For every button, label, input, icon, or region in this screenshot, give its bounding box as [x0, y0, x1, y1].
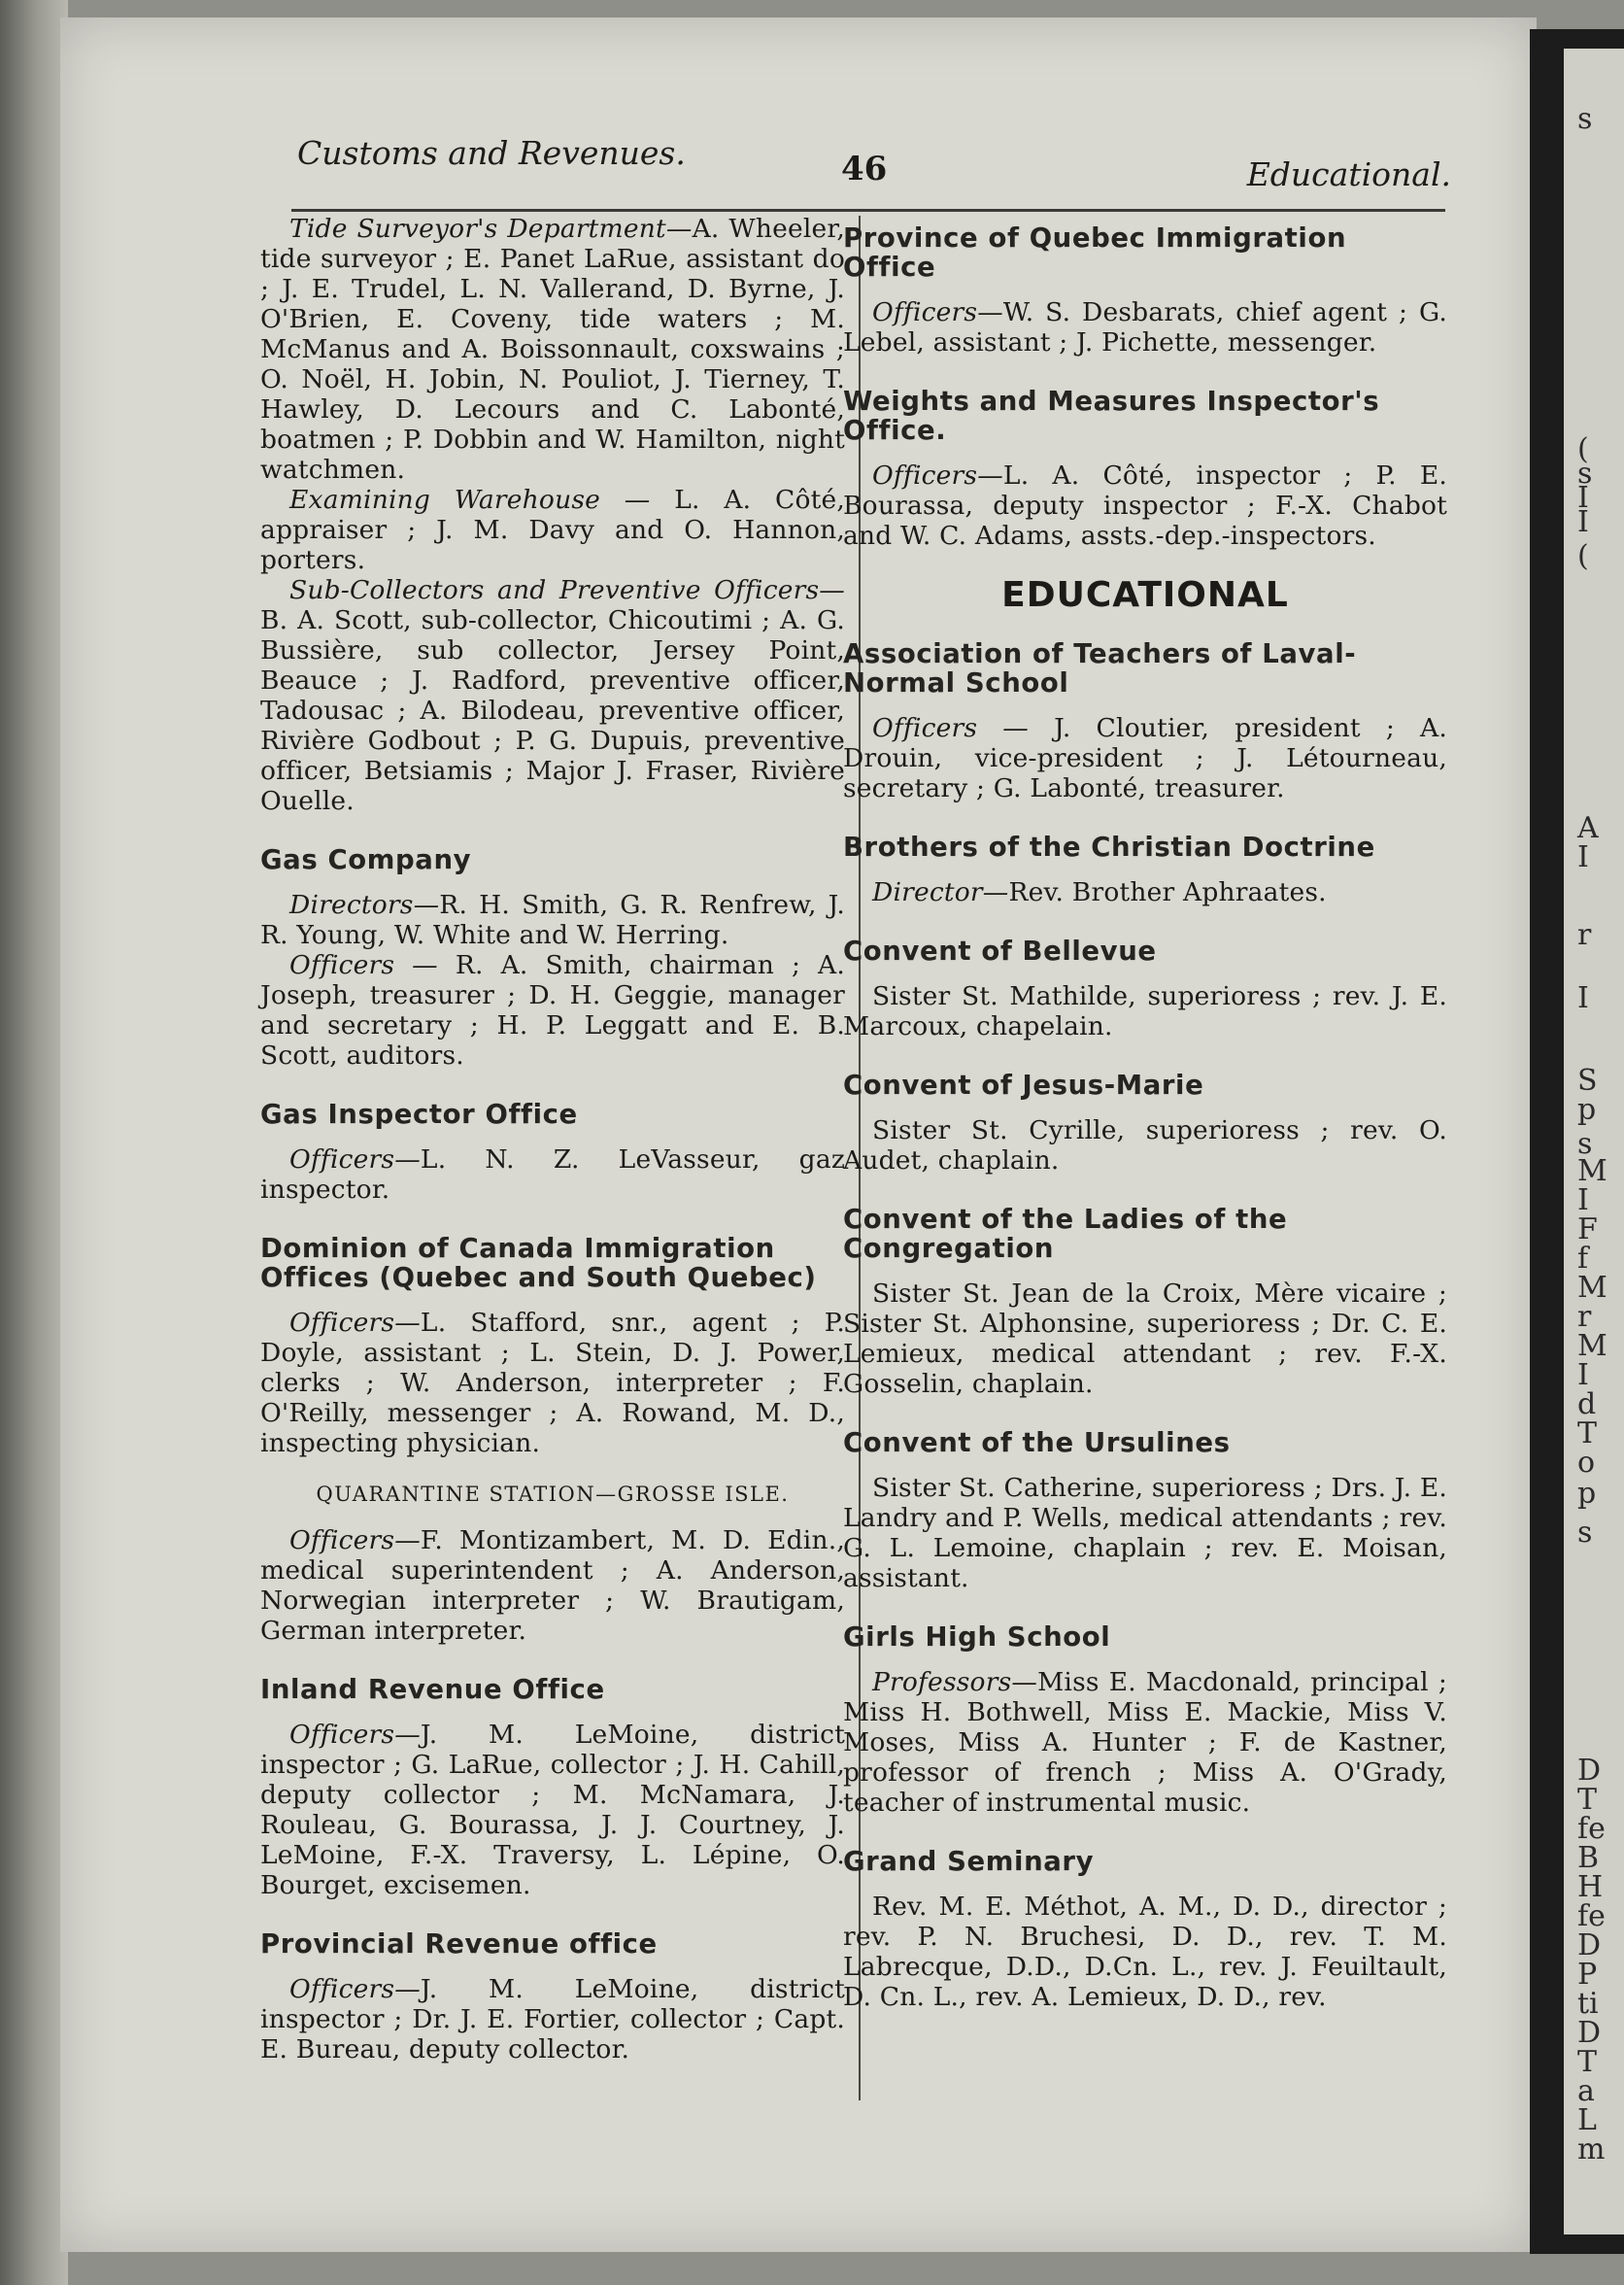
next-page-fragment: fe — [1577, 1812, 1606, 1846]
entry-paragraph — [843, 1115, 1447, 1176]
section-heading: Inland Revenue Office — [260, 1674, 605, 1705]
entry-text: Sister St. Cyrille, superioress ; rev. O. Audet, chaplain. — [843, 1115, 1447, 1176]
section-heading: Convent of the Ladies of the Congregation — [843, 1204, 1288, 1264]
next-page-fragment: I — [1577, 505, 1589, 539]
entry-paragraph — [260, 1525, 845, 1646]
section-heading: Association of Teachers of Laval-Normal School — [843, 638, 1357, 699]
entry-text: R. A. Smith, chairman ; A. Joseph, treasurer ; D. H. Geggie, manager and secretary ; H. P. Leggatt and E. B. Scott, auditors. — [260, 950, 845, 1071]
next-page-fragment: a — [1577, 2074, 1595, 2108]
next-page-fragment: I — [1577, 481, 1589, 515]
next-page-fragment: m — [1577, 2132, 1606, 2166]
next-page-edge — [1564, 49, 1624, 2234]
entry-paragraph — [260, 1144, 845, 1205]
section-heading: Weights and Measures Inspector's Office. — [843, 386, 1380, 446]
next-page-fragment: ( — [1577, 539, 1589, 573]
entry-text: L. N. Z. LeVasseur, gaz inspector. — [260, 1144, 845, 1205]
entry-text: R. H. Smith, G. R. Renfrew, J. R. Young, W. White and W. Herring. — [260, 890, 845, 950]
next-page-fragment: I — [1577, 840, 1589, 874]
next-page-fragment: T — [1577, 1416, 1598, 1450]
entry-text: Rev. Brother Aphraates. — [1008, 877, 1327, 907]
entry-paragraph — [843, 1279, 1447, 1399]
next-page-fragment: r — [1577, 918, 1592, 952]
entry-text: Miss E. Macdonald, principal ; Miss H. Bothwell, Miss E. Mackie, Miss V. Moses, Miss A. Hunter ; F. de Kastner, professor of french ; Miss A. O'Grady, teacher of instrumental music. — [843, 1667, 1447, 1818]
section-heading: Convent of Jesus-Marie — [843, 1070, 1204, 1101]
next-page-fragment: D — [1577, 2016, 1602, 2050]
next-page-fragment: ( — [1577, 432, 1589, 466]
entry-paragraph — [843, 297, 1447, 358]
next-page-fragment: s — [1577, 102, 1593, 136]
entry-text: J. M. LeMoine, district inspector ; G. LaRue, collector ; J. H. Cahill, deputy collector ; M. McNamara, J. Rouleau, G. Bourassa, J. J. Courtney, J. LeMoine, F.-X. Traversy, L. Lépine, O. Bourget, excisemen. — [260, 1720, 845, 1900]
entry-paragraph — [260, 575, 845, 816]
entry-lead: Officers— — [872, 297, 1003, 327]
entry-text: Sister St. Mathilde, superioress ; rev. J. E. Marcoux, chapelain. — [843, 981, 1447, 1041]
section-heading: Province of Quebec Immigration Office — [843, 222, 1347, 283]
section-heading: Grand Seminary — [843, 1846, 1095, 1877]
entry-lead: Officers— — [289, 1144, 421, 1175]
entry-paragraph — [260, 485, 845, 575]
entry-text: L. Stafford, snr., agent ; P. Doyle, assistant ; L. Stein, D. J. Power, clerks ; W. Anderson, interpreter ; F. O'Reilly, messenger ; A. Rowand, M. D., inspecting physician. — [260, 1308, 845, 1458]
entry-paragraph — [843, 981, 1447, 1041]
next-page-fragment: ti — [1577, 1987, 1599, 2021]
entry-lead: Officers— — [289, 1308, 421, 1338]
next-page-fragment: T — [1577, 2045, 1598, 2079]
section-heading: Provincial Revenue office — [260, 1928, 658, 1960]
subsection-heading: QUARANTINE STATION—GROSSE ISLE. — [316, 1483, 790, 1506]
entry-text: L. A. Côté, appraiser ; J. M. Davy and O. Hannon, porters. — [260, 485, 845, 575]
entry-text: F. Montizambert, M. D. Edin., medical superintendent ; A. Anderson, Norwegian interpreter ; W. Brautigam, German interpreter. — [260, 1525, 845, 1646]
entry-paragraph — [843, 1667, 1447, 1818]
next-page-fragment: p — [1577, 1093, 1597, 1127]
entry-paragraph — [260, 1308, 845, 1458]
entry-paragraph — [260, 214, 845, 485]
entry-text: J. M. LeMoine, district inspector ; Dr. J. E. Fortier, collector ; Capt. E. Bureau, deputy collector. — [260, 1974, 845, 2064]
section-heading: Gas Company — [260, 844, 472, 875]
entry-paragraph — [260, 950, 845, 1071]
entry-paragraph — [843, 460, 1447, 551]
section-heading: Girls High School — [843, 1621, 1111, 1653]
next-page-fragment: I — [1577, 1183, 1589, 1217]
header-left-title: Customs and Revenues. — [297, 134, 686, 172]
section-heading: Brothers of the Christian Doctrine — [843, 832, 1375, 863]
entry-lead: Officers— — [872, 460, 1003, 491]
entry-lead: Sub-Collectors and Preventive Officers— — [289, 575, 845, 605]
next-page-fragment: L — [1577, 2103, 1597, 2137]
entry-lead: Tide Surveyor's Department— — [289, 214, 693, 244]
header-rule — [291, 209, 1445, 212]
next-page-fragment: B — [1577, 1841, 1600, 1875]
entry-text: B. A. Scott, sub-collector, Chicoutimi ; A. G. Bussière, sub collector, Jersey Point, Beauce ; J. Radford, preventive officer, Tadousac ; A. Bilodeau, preventive officer, Rivière Godbout ; P. G. Dupuis, preventive officer, Betsiamis ; Major J. Fraser, Rivière Ouelle. — [260, 605, 845, 816]
section-heading: Gas Inspector Office — [260, 1099, 578, 1130]
next-page-fragment: F — [1577, 1212, 1598, 1246]
section-heading: Convent of Bellevue — [843, 936, 1157, 967]
next-page-fragment: S — [1577, 1064, 1598, 1098]
header-right-title: Educational. — [1246, 155, 1451, 193]
next-page-fragment: r — [1577, 1300, 1592, 1334]
next-page-fragment: H — [1577, 1870, 1604, 1904]
next-page-fragment: d — [1577, 1387, 1597, 1421]
entry-lead: Officers— — [289, 1720, 421, 1750]
entry-paragraph — [843, 1473, 1447, 1593]
entry-text: Sister St. Catherine, superioress ; Drs. J. E. Landry and P. Wells, medical attendants ; rev. G. L. Lemoine, chaplain ; rev. E. Moisan, assistant. — [843, 1473, 1447, 1593]
left-column — [260, 214, 845, 2064]
right-column — [843, 220, 1447, 2012]
next-page-fragment: s — [1577, 1127, 1593, 1161]
entry-paragraph — [843, 1892, 1447, 2012]
next-page-fragment: o — [1577, 1446, 1596, 1480]
next-page-fragment: p — [1577, 1477, 1597, 1511]
entry-text: J. Cloutier, president ; A. Drouin, vice-president ; J. Létourneau, secretary ; G. Labonté, treasurer. — [843, 713, 1447, 803]
chapter-heading: EDUCATIONAL — [1001, 575, 1289, 615]
next-page-fragment: I — [1577, 981, 1589, 1015]
entry-text: A. Wheeler, tide surveyor ; E. Panet LaRue, assistant do ; J. E. Trudel, L. N. Vallerand, D. Byrne, J. O'Brien, E. Coveny, tide waters ; M. McManus and A. Boissonnault, coxswains ; O. Noël, H. Jobin, N. Pouliot, J. Tierney, T. Hawley, D. Lecours and C. Labonté, boatmen ; P. Dobbin and W. Hamilton, night watchmen. — [260, 214, 845, 485]
next-page-fragment: A — [1577, 811, 1599, 845]
entry-lead: Examining Warehouse — — [289, 485, 675, 515]
next-page-fragment: f — [1577, 1242, 1589, 1276]
entry-text: Sister St. Jean de la Croix, Mère vicaire ; Sister St. Alphonsine, superioress ; Dr. C. E. Lemieux, medical attendant ; rev. F.-X. Gosselin, chaplain. — [843, 1279, 1447, 1399]
entry-paragraph — [260, 1720, 845, 1900]
entry-paragraph — [260, 890, 845, 950]
entry-paragraph — [843, 713, 1447, 803]
entry-lead: Officers— — [289, 1974, 421, 2004]
running-header — [297, 134, 1451, 192]
entry-lead: Directors— — [289, 890, 440, 920]
section-heading: Dominion of Canada Immigration Offices (Quebec and South Quebec) — [260, 1233, 817, 1293]
next-page-fragment: D — [1577, 1754, 1602, 1788]
next-page-fragment: P — [1577, 1958, 1598, 1992]
entry-text: Rev. M. E. Méthot, A. M., D. D., director ; rev. P. N. Bruchesi, D. D., rev. T. M. Labrecque, D.D., D.Cn. L., rev. J. Feuiltault, D. Cn. L., rev. A. Lemieux, D. D., rev. — [843, 1892, 1447, 2012]
page-number: 46 — [841, 150, 888, 188]
next-page-fragment: s — [1577, 457, 1593, 491]
next-page-fragment: I — [1577, 1358, 1589, 1392]
next-page-fragment: D — [1577, 1928, 1602, 1962]
entry-text: W. S. Desbarats, chief agent ; G. Lebel, assistant ; J. Pichette, messenger. — [843, 297, 1447, 358]
next-page-fragment: T — [1577, 1783, 1598, 1817]
entry-paragraph — [843, 877, 1447, 907]
next-page-fragment: M — [1577, 1154, 1607, 1188]
entry-lead: Officers— — [289, 1525, 421, 1555]
entry-text: L. A. Côté, inspector ; P. E. Bourassa, deputy inspector ; F.-X. Chabot and W. C. Adams, assts.-dep.-inspectors. — [843, 460, 1447, 551]
entry-paragraph — [260, 1974, 845, 2064]
next-page-fragment: fe — [1577, 1899, 1606, 1933]
left-page-edge — [0, 0, 68, 2285]
entry-lead: Professors— — [872, 1667, 1038, 1697]
next-page-fragment: M — [1577, 1271, 1607, 1305]
next-page-fragment: M — [1577, 1329, 1607, 1363]
next-page-fragment: s — [1577, 1516, 1593, 1550]
entry-lead: Officers — — [289, 950, 456, 980]
entry-lead: Director— — [872, 877, 1009, 907]
entry-lead: Officers — — [872, 713, 1055, 743]
section-heading: Convent of the Ursulines — [843, 1427, 1231, 1458]
